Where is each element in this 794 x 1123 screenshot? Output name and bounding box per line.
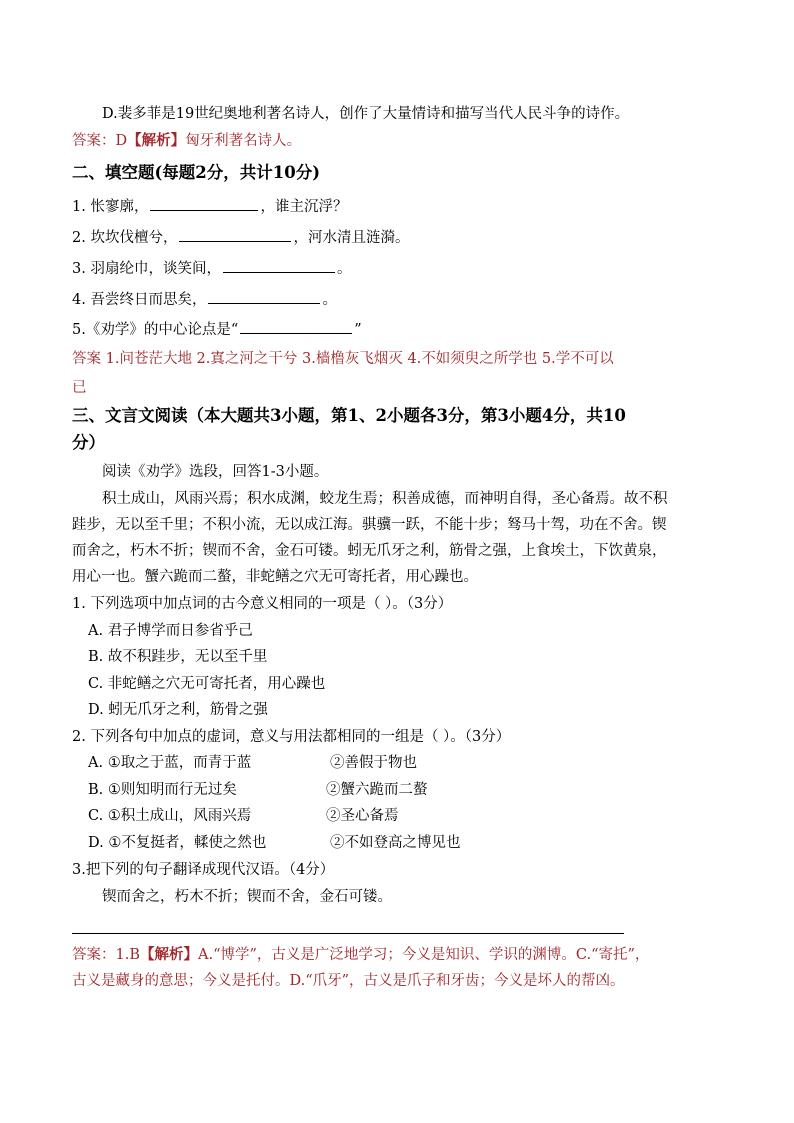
- fill-item-4-post: 。: [322, 292, 337, 308]
- fill-item-5: [72, 319, 362, 340]
- fill-blank-4[interactable]: [208, 289, 320, 304]
- q2-stem: 2. 下列各句中加点的虚词，意义与用法都相同的一组是（ ）。（3分）: [72, 729, 511, 745]
- q1-option-d: D. 蚓无爪牙之利，筋骨之强: [88, 702, 268, 718]
- q1-option-a: A. 君子博学而日参省乎己: [88, 623, 253, 639]
- section-3-title-line-1: 三、文言文阅读（本大题共3小题，第1、2小题各3分，第3小题4分，共10: [72, 406, 626, 425]
- answer-2-line-2: 已: [72, 380, 87, 396]
- q2-option-d-2: ②不如登高之博见也: [330, 835, 461, 851]
- answer-1-text: 匈牙利著名诗人。: [185, 133, 302, 149]
- passage-line-2: 跬步，无以至千里；不积小流，无以成江海。骐骥一跃，不能十步；驽马十驾，功在不舍。锲: [72, 517, 667, 533]
- fill-item-3-post: 。: [336, 261, 352, 277]
- q2-option-a-2: ②善假于物也: [330, 755, 417, 771]
- fill-item-1: [72, 196, 347, 217]
- fill-item-2-post: ，河水清且涟漪。: [293, 230, 410, 246]
- q3-sentence: 锲而舍之，朽木不折；锲而不舍，金石可镂。: [102, 889, 392, 905]
- q1-stem: 1. 下列选项中加点词的古今意义相同的一项是（ ）。（3分）: [72, 596, 453, 612]
- fill-blank-2[interactable]: [179, 227, 291, 242]
- answer-line[interactable]: [72, 933, 624, 934]
- q1-option-c: C. 非蛇鳝之穴无可寄托者，用心躁也: [88, 676, 326, 692]
- answer-3-prefix: 答案：1.B: [72, 947, 140, 963]
- fill-item-5-pre: 5.《劝学》的中心论点是“: [72, 322, 239, 338]
- fill-item-1-pre: 1. 怅寥廓，: [72, 199, 149, 215]
- fill-blank-5[interactable]: [240, 319, 352, 334]
- reading-intro: 阅读《劝学》选段，回答1-3小题。: [102, 464, 329, 480]
- fill-item-4: [72, 289, 337, 310]
- answer-3-line-2: 古义是藏身的意思；今义是托付。D.“爪牙”，古义是爪子和牙齿；今义是坏人的帮凶。: [72, 973, 625, 989]
- answer-1: [72, 131, 301, 151]
- q3-stem: 3.把下列的句子翻译成现代汉语。（4分）: [72, 862, 335, 878]
- answer-3-line-1: [72, 945, 649, 965]
- fill-item-4-pre: 4. 吾尝终日而思矣，: [72, 292, 207, 308]
- q1-option-b: B. 故不积跬步，无以至千里: [88, 649, 268, 665]
- fill-blank-3[interactable]: [223, 258, 335, 273]
- passage-line-4: 用心一也。蟹六跪而二螯，非蛇鳝之穴无可寄托者，用心躁也。: [72, 569, 478, 585]
- section-2-title: 二、填空题(每题2分，共计10分): [72, 163, 321, 182]
- q2-option-a-1: A. ①取之于蓝，而青于蓝: [88, 755, 252, 771]
- fill-item-1-post: ，谁主沉浮？: [260, 199, 348, 215]
- q2-option-b-2: ②蟹六跪而二螯: [326, 782, 428, 798]
- fill-blank-1[interactable]: [150, 196, 258, 211]
- passage-line-3: 而舍之，朽木不折；锲而不舍，金石可镂。蚓无爪牙之利，筋骨之强，上食埃土，下饮黄泉，: [72, 543, 667, 559]
- answer-1-prefix: 答案：D: [72, 133, 128, 149]
- q2-option-c-2: ②圣心备焉: [326, 808, 399, 824]
- answer-3-text: A.“博学”，古义是广泛地学习；今义是知识、学识的渊博。C.“寄托”，: [198, 947, 650, 963]
- analysis-tag: 【解析】: [127, 132, 186, 149]
- passage-line-1: 积土成山，风雨兴焉；积水成渊，蛟龙生焉；积善成德，而神明自得，圣心备焉。故不积: [102, 491, 668, 507]
- q2-option-c-1: C. ①积土成山，风雨兴焉: [88, 808, 252, 824]
- q2-option-d-1: D. ①不复挺者，輮使之然也: [88, 835, 267, 851]
- analysis-tag-2: 【解析】: [140, 946, 198, 963]
- fill-item-5-post: ”: [354, 322, 362, 338]
- fill-item-3: [72, 258, 351, 279]
- q2-option-b-1: B. ①则知明而行无过矣: [88, 782, 237, 798]
- fill-item-2: [72, 227, 409, 248]
- section-3-title-line-2: 分）: [72, 433, 105, 452]
- answer-2-line-1: 答案 1.问苍茫大地 2.寘之河之干兮 3.樯橹灰飞烟灭 4.不如须臾之所学也 5.学不可以: [72, 351, 614, 367]
- fill-item-2-pre: 2. 坎坎伐檀兮，: [72, 230, 178, 246]
- fill-item-3-pre: 3. 羽扇纶巾，谈笑间，: [72, 261, 221, 277]
- option-d-text: D.裴多菲是19世纪奥地利著名诗人，创作了大量情诗和描写当代人民斗争的诗作。: [102, 106, 630, 122]
